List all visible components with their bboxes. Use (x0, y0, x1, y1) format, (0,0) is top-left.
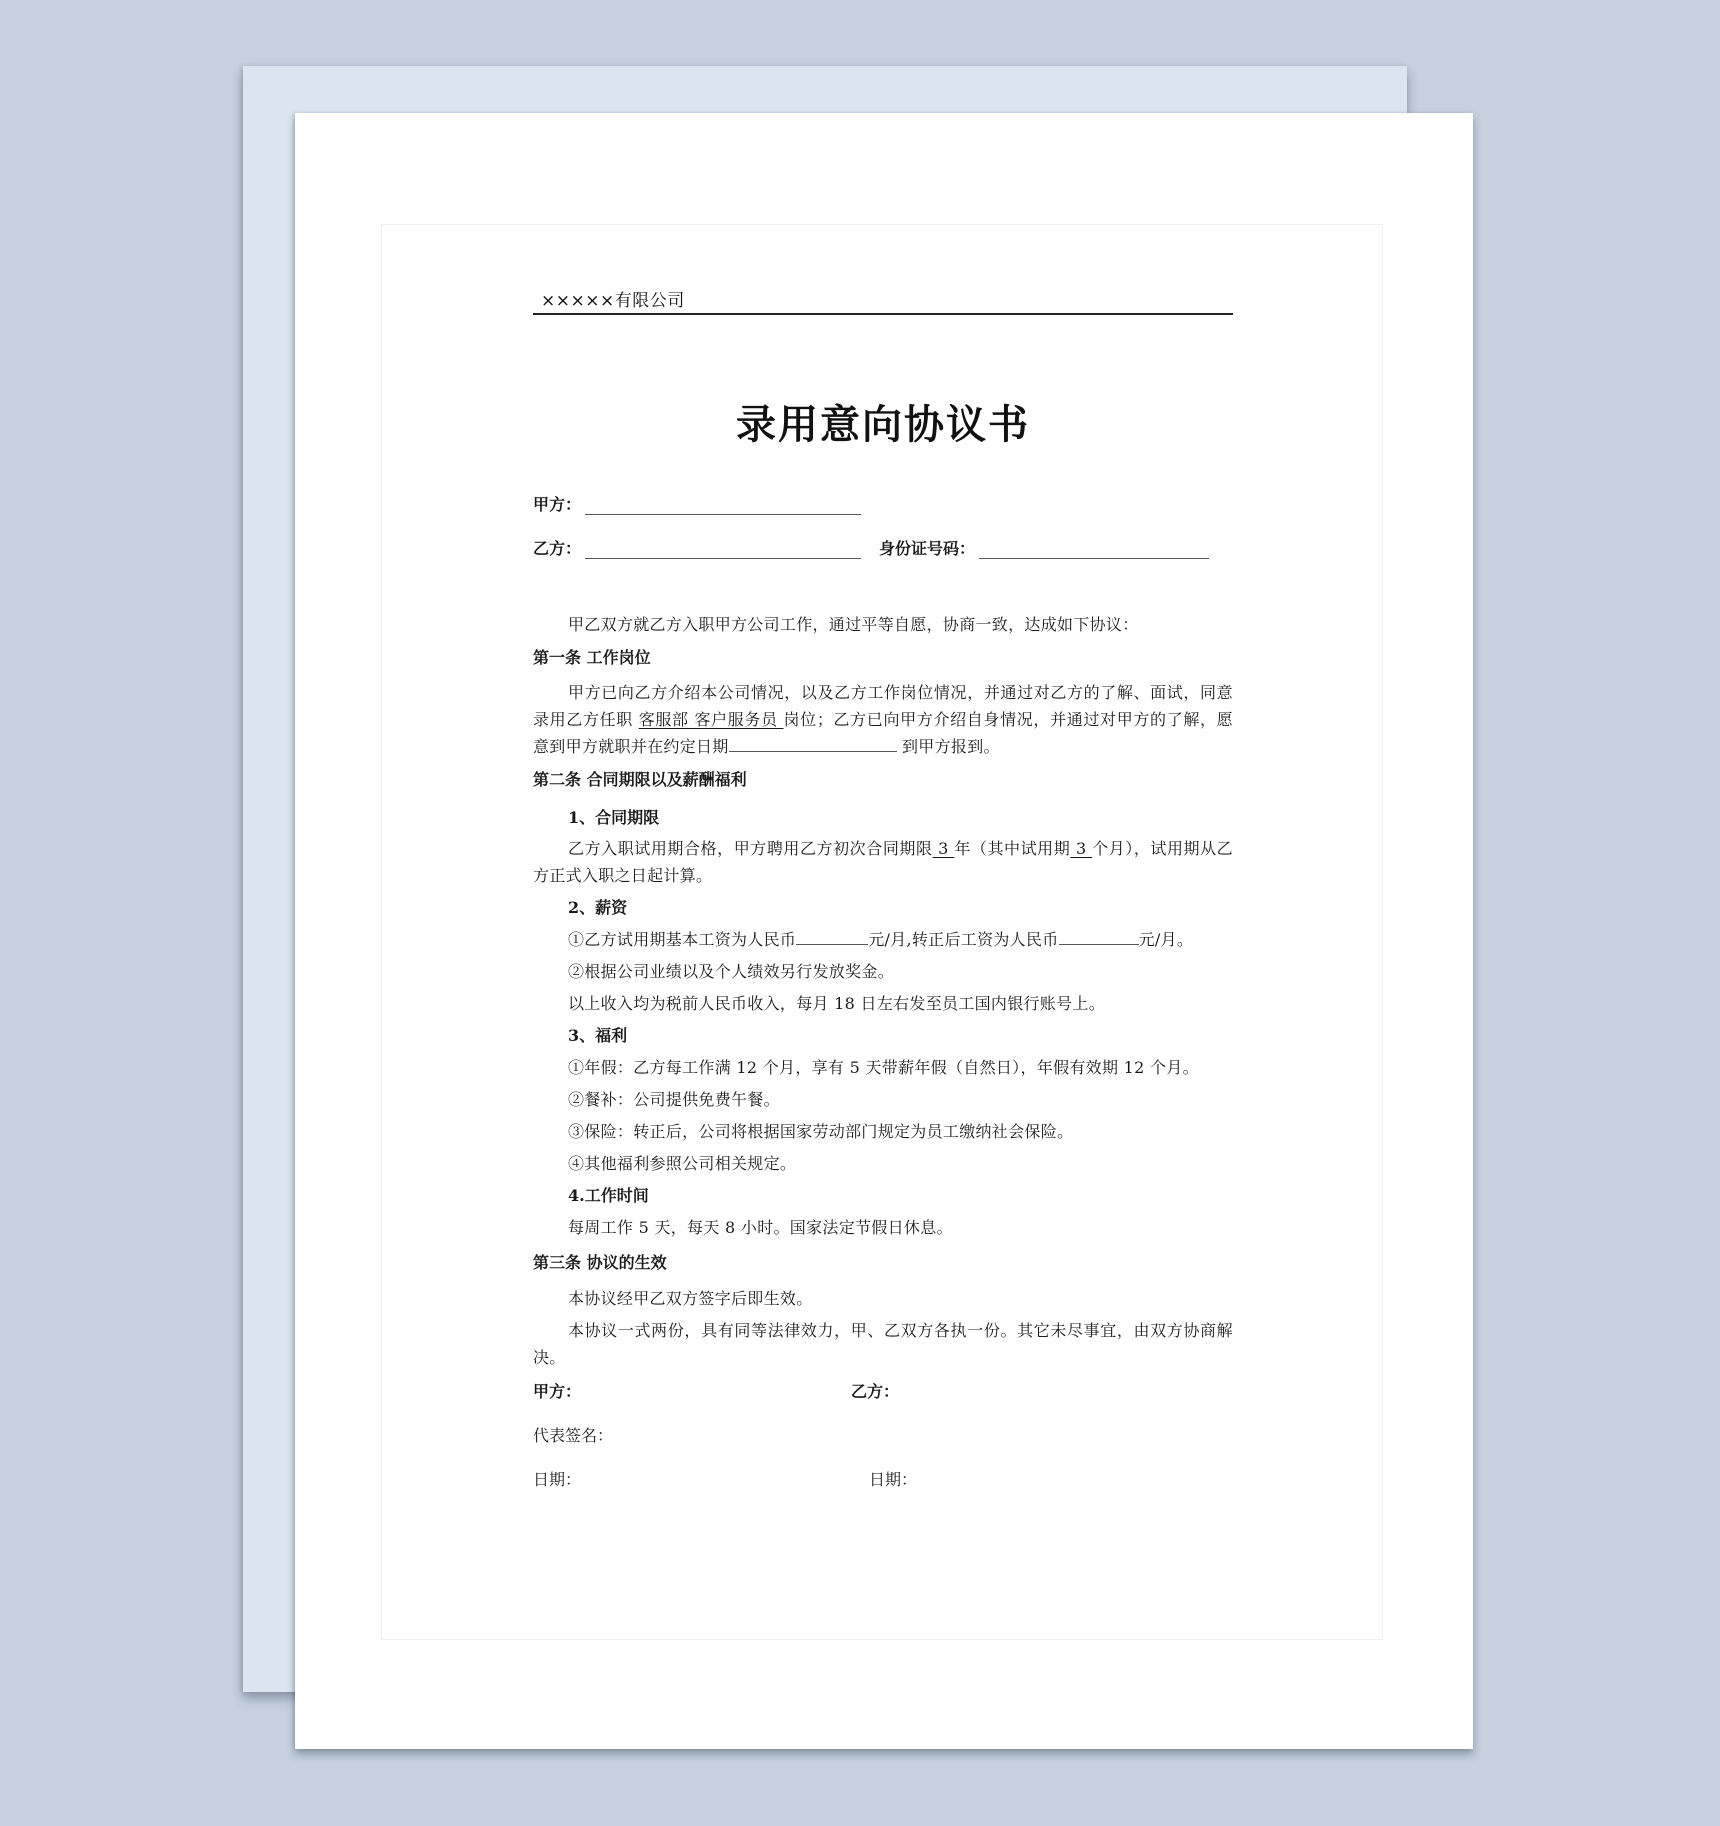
party-b-row (533, 535, 1233, 559)
benefit-item-1: ①年假：乙方每工作满 12 个月，享有 5 天带薪年假（自然日），年假有效期 12 个月。 (568, 1058, 1199, 1077)
position-value: 客服部 客户服务员 (638, 710, 784, 729)
article-1-heading: 第一条 工作岗位 (533, 648, 651, 667)
salary-note: 以上收入均为税前人民币收入，每月 18 日左右发至员工国内银行账号上。 (568, 994, 1106, 1013)
date-a-label: 日期： (533, 1470, 582, 1489)
document-content (533, 273, 1233, 1491)
party-a-field[interactable] (585, 496, 861, 515)
document-title: 录用意向协议书 (736, 402, 1030, 448)
contract-text-3: 个月），试用期从乙方正式入职之日起计算。 (533, 839, 1233, 885)
party-b-field[interactable] (585, 540, 861, 559)
section-3-heading: 3、福利 (568, 1026, 628, 1045)
article-3-heading: 第三条 协议的生效 (533, 1253, 667, 1272)
signature-representative-row (533, 1423, 1233, 1447)
contract-term-paragraph (533, 835, 1233, 889)
salary-text-2: 元/月,转正后工资为人民币 (868, 930, 1059, 949)
party-b-label: 乙方： (533, 539, 582, 558)
article-1-text-1: 甲方已向乙方介绍本公司情况，以及乙方工作岗位情况，并通过对乙方的了解、面试，同意录用乙方任职 (533, 683, 1233, 729)
article-3-paragraph-1: 本协议经甲乙双方签字后即生效。 (568, 1289, 813, 1308)
intro-paragraph: 甲乙双方就乙方入职甲方公司工作，通过平等自愿，协商一致，达成如下协议： (568, 615, 1139, 634)
benefit-item-4: ④其他福利参照公司相关规定。 (568, 1154, 797, 1173)
company-name: ×××××有限公司 (541, 291, 685, 311)
report-date-field[interactable] (729, 737, 897, 752)
id-number-field[interactable] (979, 540, 1209, 559)
regular-salary-field[interactable] (1059, 930, 1139, 945)
article-1-text-3: 到甲方报到。 (896, 737, 1000, 756)
article-3-paragraph-2: 本协议一式两份，具有同等法律效力，甲、乙双方各执一份。其它未尽事宜，由双方协商解决。 (533, 1321, 1233, 1367)
contract-text-1: 乙方入职试用期合格，甲方聘用乙方初次合同期限 (568, 839, 933, 858)
section-1-heading: 1、合同期限 (568, 808, 660, 827)
contract-text-2: 年（其中试用期 (954, 839, 1071, 858)
probation-months-value: 3 (1070, 839, 1093, 858)
salary-text-1: ①乙方试用期基本工资为人民币 (568, 930, 797, 949)
company-header (533, 273, 1233, 315)
salary-text-3: 元/月。 (1138, 930, 1194, 949)
date-b-label: 日期： (869, 1470, 918, 1489)
probation-salary-field[interactable] (796, 930, 868, 945)
section-4-heading: 4.工作时间 (568, 1186, 649, 1205)
section-2-heading: 2、薪资 (568, 898, 628, 917)
signature-party-b-label: 乙方： (851, 1382, 900, 1401)
representative-signature-label: 代表签名： (533, 1426, 614, 1445)
party-a-row (533, 491, 1233, 515)
signature-party-a-label: 甲方： (533, 1382, 582, 1401)
party-a-label: 甲方： (533, 495, 582, 514)
benefit-item-3: ③保险：转正后，公司将根据国家劳动部门规定为员工缴纳社会保险。 (568, 1122, 1074, 1141)
article-2-heading: 第二条 合同期限以及薪酬福利 (533, 770, 747, 789)
article-1-paragraph (533, 679, 1233, 760)
benefit-item-2: ②餐补：公司提供免费午餐。 (568, 1090, 780, 1109)
article-1-text-2: 岗位；乙方已向甲方介绍自身情况，并通过对甲方的了解，愿意到甲方就职并在约定日期 (533, 710, 1233, 756)
salary-item-2: ②根据公司业绩以及个人绩效另行发放奖金。 (568, 962, 895, 981)
document-page (295, 113, 1473, 1749)
salary-item-1 (533, 926, 1233, 953)
signature-date-row (533, 1467, 1233, 1491)
contract-years-value: 3 (932, 839, 955, 858)
work-hours-paragraph: 每周工作 5 天，每天 8 小时。国家法定节假日休息。 (568, 1218, 953, 1237)
id-number-label: 身份证号码： (879, 539, 976, 558)
signature-party-row (533, 1379, 1233, 1403)
